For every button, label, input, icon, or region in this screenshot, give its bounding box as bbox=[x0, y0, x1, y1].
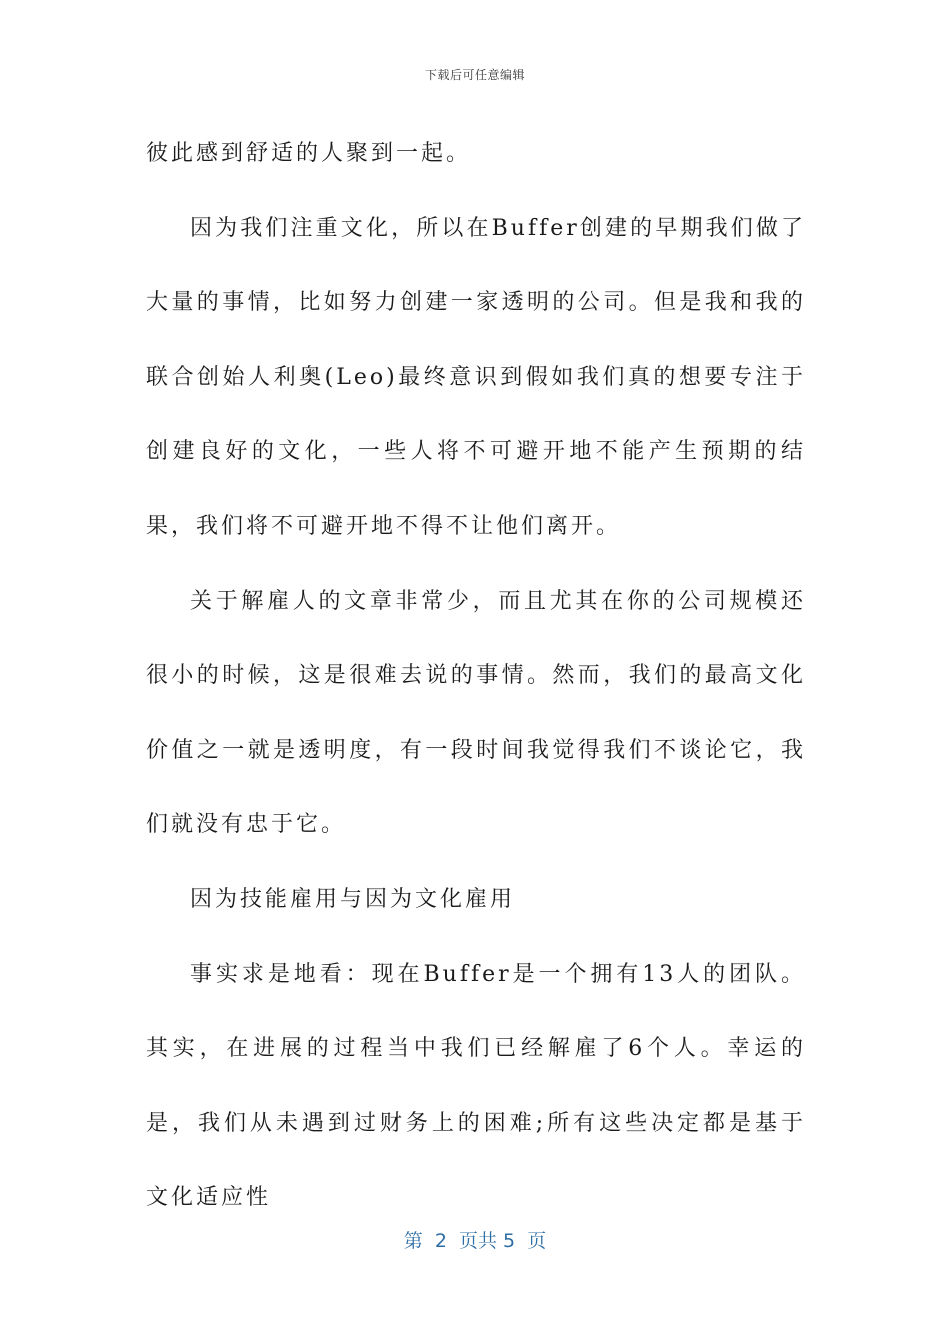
paragraph-continued: 彼此感到舒适的人聚到一起。 bbox=[146, 141, 472, 166]
document-body bbox=[146, 117, 806, 1236]
header-note: 下载后可任意编辑 bbox=[424, 68, 525, 82]
section-heading: 因为技能雇用与因为文化雇用 bbox=[190, 886, 516, 912]
paragraph: 关于解雇人的文章非常少，而且尤其在你的公司规模还很小的时候，这是很难去说的事情。然而，我们的最高文化价值之一就是透明度，有一段时间我觉得我们不谈论它，我们就没有忠于它。 bbox=[146, 588, 806, 838]
page-number-footer: 第 2 页共 5 页 bbox=[403, 1230, 547, 1252]
paragraph: 因为我们注重文化，所以在Buffer创建的早期我们做了大量的事情，比如努力创建一家透明的公司。但是我和我的联合创始人利奥(Leo)最终意识到假如我们真的想要专注于创建良好的文化，一些人将不可避开地不能产生预期的结果，我们将不可避开地不得不让他们离开。 bbox=[146, 215, 806, 539]
paragraph: 事实求是地看：现在Buffer是一个拥有13人的团队。其实，在进展的过程当中我们已经解雇了6个人。幸运的是，我们从未遇到过财务上的困难;所有这些决定都是基于文化适应性 bbox=[146, 961, 806, 1211]
